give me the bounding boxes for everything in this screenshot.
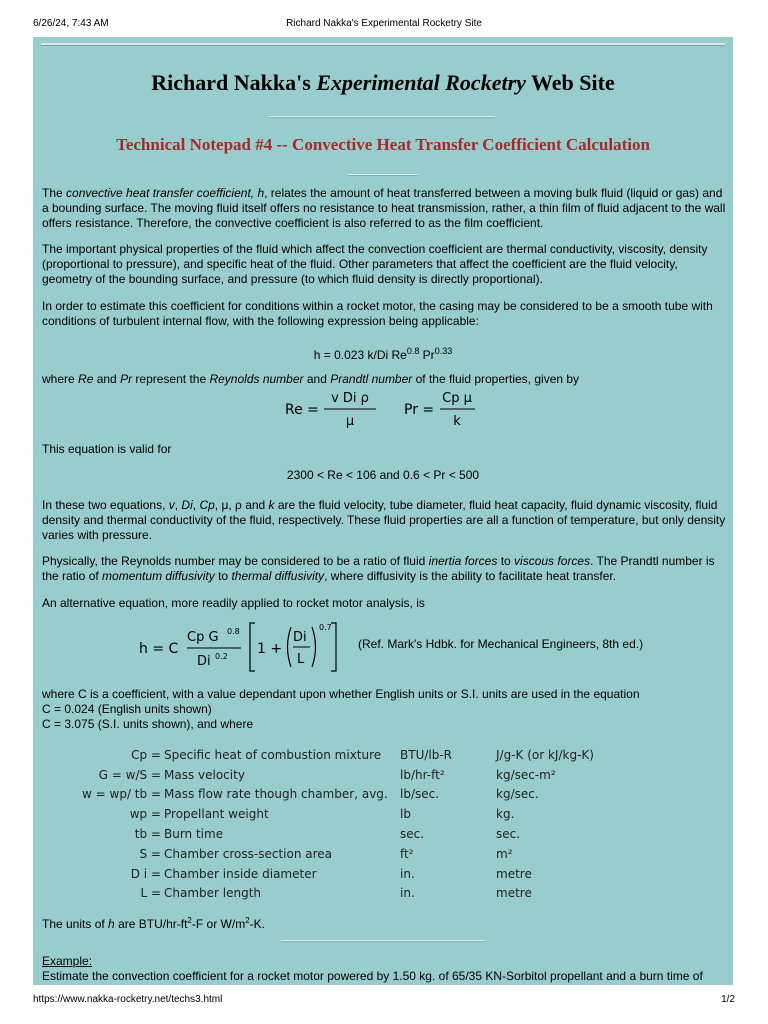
alt-equation [133,617,343,677]
print-datetime: 6/26/24, 7:43 AM [33,18,109,29]
pr-numerator: Cp μ [442,391,472,406]
alt-denominator: Di [197,654,211,669]
definition-description: Specific heat of combustion mixture [164,747,382,762]
definition-unit-english: in. [400,866,415,881]
definition-unit-english: lb [400,807,411,822]
definition-row [73,824,636,844]
example-text: Estimate the convection coefficient for a rocket motor powered by 1.50 kg. of 65/35 KN-Sorbitol propellant and a burn time of [42,969,703,983]
definition-row [73,765,636,785]
definition-description: Mass velocity [164,767,245,782]
definition-row [73,884,636,904]
subtitle-divider [348,174,418,176]
definition-description: Chamber inside diameter [164,866,317,881]
re-denominator: μ [345,414,355,429]
definition-unit-english: ft² [400,846,414,861]
paragraph-estimate: In order to estimate this coefficient for conditions within a rocket motor, the casing may be considered to be a smooth tube with conditions of turbulent internal flow, with the following expression being applicable: [42,299,713,328]
pr-lhs: Pr = [404,402,435,418]
site-title-prefix: Richard Nakka's [151,70,317,95]
definition-unit-english: in. [400,886,415,901]
paragraph-physically: Physically, the Reynolds number may be considered to be a ratio of fluid inertia forces to viscous forces. The Prandtl number is the ratio of momentum diffusivity to thermal diffusivity, where diffusivity is the ability to facilitate heat transfer. [42,554,715,583]
definition-symbol: S = [139,846,161,861]
top-divider [41,43,725,46]
page-content [33,37,733,985]
definition-description: Propellant weight [164,807,269,822]
definition-description: Burn time [164,827,224,842]
definition-unit-si: kg. [496,807,515,822]
re-pr-formula [283,387,483,431]
definition-unit-si: m² [496,846,513,861]
alt-frac-num: Di [293,630,307,645]
validity-range: 2300 < Re < 106 and 0.6 < Pr < 500 [286,468,480,482]
title-divider [269,116,495,118]
definition-unit-si: kg/sec. [496,787,539,802]
alt-numerator: Cp G [187,630,219,645]
pr-denominator: k [453,414,461,429]
notepad-title: Technical Notepad #4 -- Convective Heat Transfer Coefficient Calculation [116,135,650,154]
paragraph-intro: The convective heat transfer coefficient, h, relates the amount of heat transferred between a moving bulk fluid (liquid or gas) and a bounding surface. The moving fluid itself offers no resistance to heat transmission, rather, a thin film of fluid adjacent to the wall offers resistance. Therefore, the convective coefficient is also referred to as the film coefficient. [42,186,726,230]
example-heading: Example: [42,954,93,968]
paragraph-variables: In these two equations, v, Di, Cp, μ, ρ and k are the fluid velocity, tube diameter, fluid heat capacity, fluid dynamic viscosity, fluid density and thermal conductivity of the fluid, respectively. These fluid properties are all a function of temperature, but only density varies with pressure. [42,498,726,542]
definition-unit-si: metre [496,886,532,901]
paragraph-properties: The important physical properties of the fluid which affect the convection coefficient are thermal conductivity, viscosity, density (proportional to pressure), and specific heat of the fluid. Other parameters that affect the coefficient are the fluid velocity, geometry of the bounding surface, and pressure (to which fluid density is directly proportional). [42,242,708,286]
print-page-title: Richard Nakka's Experimental Rocketry Site [286,18,482,29]
site-title-suffix: Web Site [525,70,615,95]
alt-lhs: h = C [139,641,179,657]
definitions-table [73,745,636,903]
definition-unit-si: kg/sec-m² [496,767,556,782]
definition-symbol: D i = [130,866,161,881]
alt-frac-den: L [297,652,305,667]
alt-denominator-exp: 0.2 [215,652,228,661]
alt-numerator-exp: 0.8 [227,627,240,636]
definition-unit-english: BTU/lb-R [400,747,453,762]
definition-row [73,745,636,765]
definition-symbol: wp = [129,807,161,822]
definition-symbol: L = [140,886,161,901]
definition-unit-si: metre [496,866,532,881]
re-lhs: Re = [285,402,319,418]
definition-symbol: Cp = [131,747,161,762]
site-title [33,70,733,96]
definition-row [73,864,636,884]
paragraph-units: The units of h are BTU/$hr-ft^2-F$ or $W/m^2-K$. [42,916,265,931]
example-section [42,954,726,984]
paragraph-valid-for: This equation is valid for [42,442,172,456]
handbook-reference: (Ref. Mark's Hdbk. for Mechanical Engineers, 8th ed.) [358,637,644,651]
paragraph-alternative: An alternative equation, more readily applied to rocket motor analysis, is [42,596,425,610]
definition-unit-si: J/g-K (or kJ/kg-K) [496,747,594,762]
print-header [0,18,768,32]
definition-description: Chamber length [164,886,262,901]
print-url: https://www.nakka-rocketry.net/techs3.html [33,994,223,1005]
definition-symbol: G = w/S = [98,767,161,782]
paragraph-re-pr: where Re and Pr represent the Reynolds number and Prandtl number of the fluid properties, given by [42,372,580,386]
alt-one-plus: 1 + [257,641,283,657]
definition-unit-english: sec. [400,827,425,842]
definition-row [73,844,636,864]
definition-symbol: tb = [134,827,161,842]
definition-unit-english: lb/hr-ft² [400,767,445,782]
print-page-number: 1/2 [721,994,735,1005]
definition-unit-english: lb/sec. [400,787,440,802]
definition-description: Chamber cross-section area [164,846,333,861]
re-numerator: v Di ρ [331,391,369,406]
definition-row [73,804,636,824]
definition-row [73,785,636,805]
site-title-italic: Experimental Rocketry [316,70,526,95]
equation-h: h = 0.023 k/Di $Re^{0.8}$ $Pr^{0.33}$ [313,346,453,362]
definition-symbol: w = wp/ tb = [82,787,161,802]
alt-outer-exp: 0.7 [319,623,332,632]
paragraph-coefficient-c: where C is a coefficient, with a value dependant upon whether English units or S.I. units are used in the equation C = 0.024 (English units shown) C = 3.075 (S.I. units shown), and where [42,687,640,731]
definition-description: Mass flow rate though chamber, avg. [164,787,388,802]
example-divider [281,940,485,942]
definition-unit-si: sec. [496,827,521,842]
